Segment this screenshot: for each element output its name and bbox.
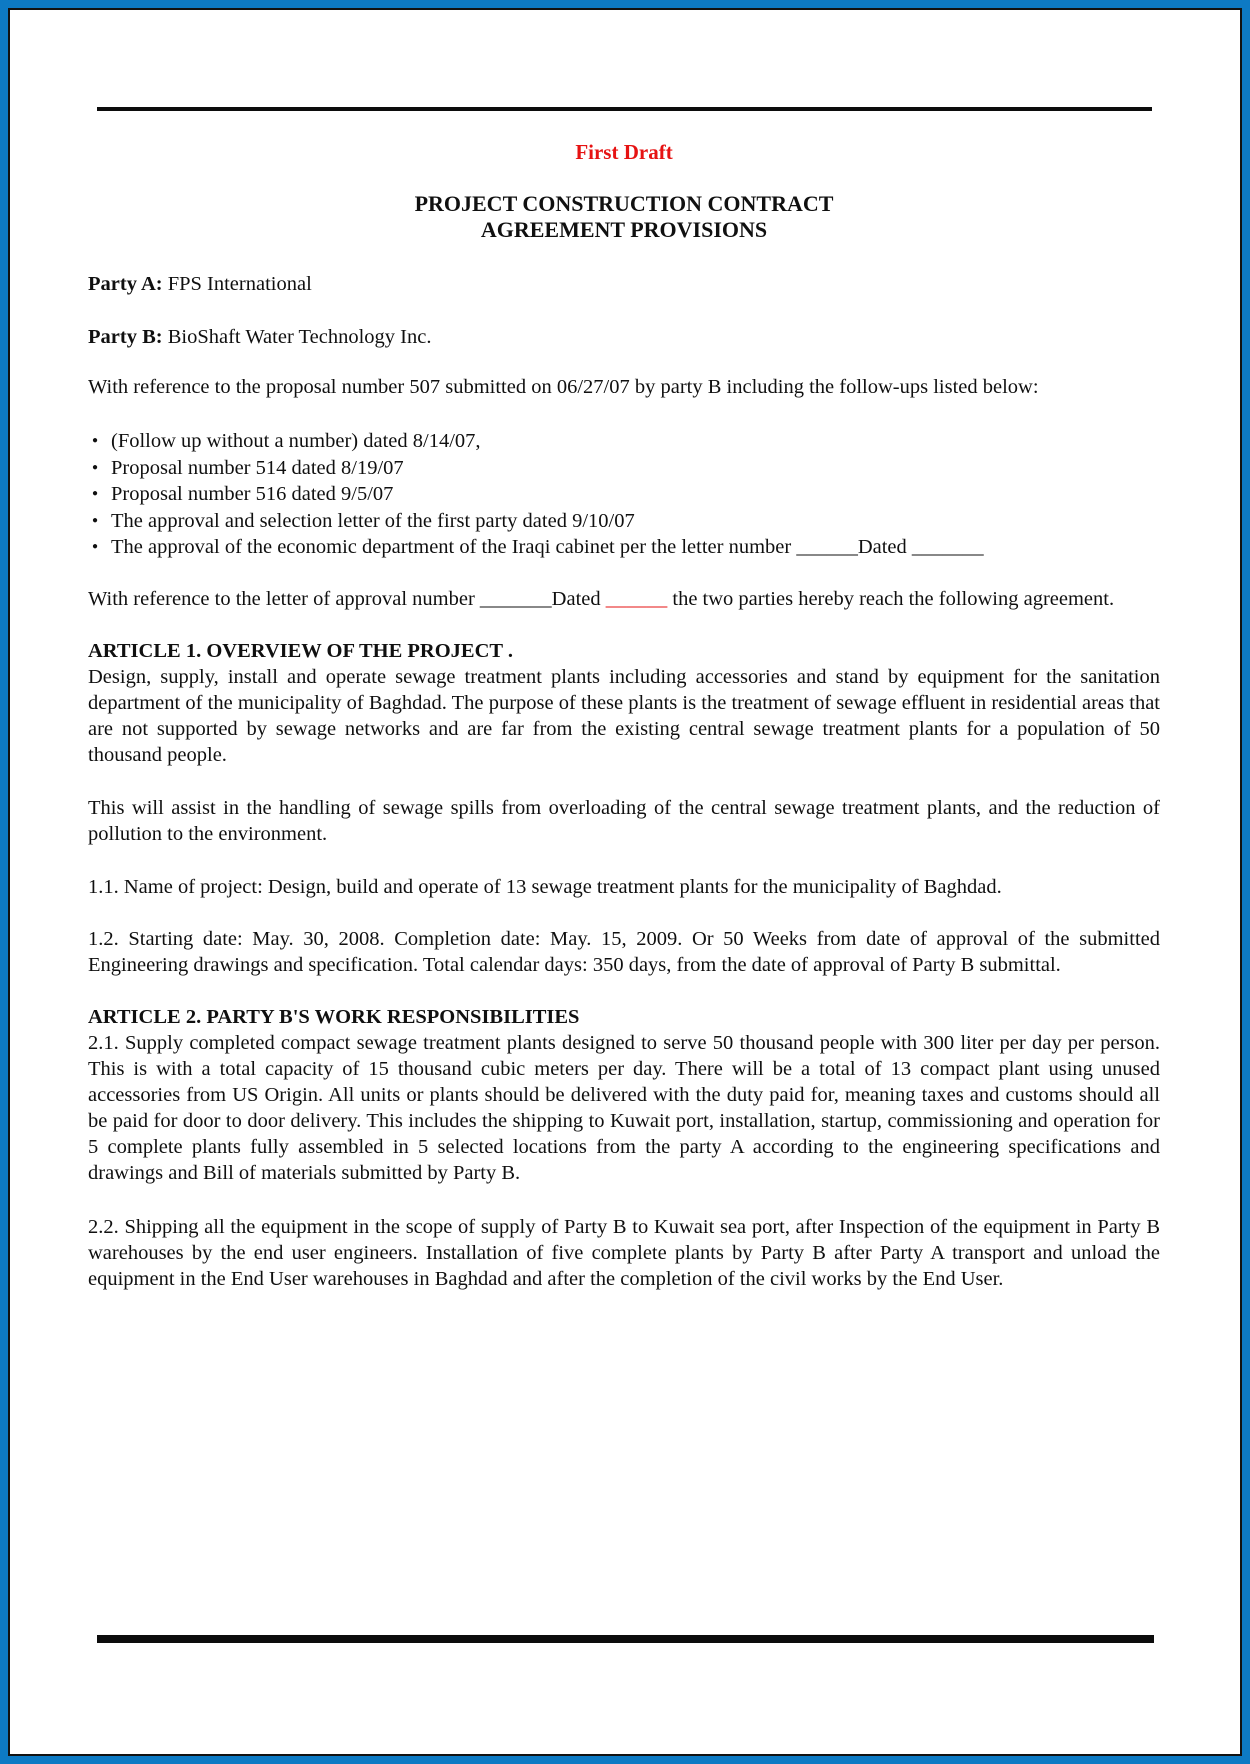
list-item-text: Proposal number 516 dated 9/5/07 bbox=[111, 483, 394, 505]
article-2-section bbox=[88, 1004, 1160, 1186]
article-1-section bbox=[88, 638, 1160, 768]
article-1-heading: ARTICLE 1. OVERVIEW OF THE PROJECT . bbox=[88, 639, 513, 662]
list-item-text: The approval and selection letter of the first party dated 9/10/07 bbox=[111, 509, 635, 532]
document-content bbox=[88, 8, 1160, 1292]
approval-paragraph-post: the two parties hereby reach the following agreement. bbox=[667, 587, 1115, 610]
reference-list bbox=[88, 428, 1160, 561]
title-line-2: AGREEMENT PROVISIONS bbox=[480, 217, 768, 242]
title-line-1: PROJECT CONSTRUCTION CONTRACT bbox=[414, 191, 834, 216]
clause-1-2: 1.2. Starting date: May. 30, 2008. Completion date: May. 15, 2009. Or 50 Weeks from date of approval of the submitted Engineering drawings and specification. Total calendar days: 350 days, from the date of approval of Party B submittal. bbox=[88, 927, 1160, 976]
clause-1-1: 1.1. Name of project: Design, build and operate of 13 sewage treatment plants for the municipality of Baghdad. bbox=[88, 875, 1002, 898]
list-item bbox=[88, 534, 1160, 561]
intro-paragraph: With reference to the proposal number 507 submitted on 06/27/07 by party B including the follow-ups listed below: bbox=[88, 376, 1039, 398]
article-2-heading: ARTICLE 2. PARTY B'S WORK RESPONSIBILITIES bbox=[88, 1005, 580, 1028]
party-a-line bbox=[88, 271, 1160, 297]
document-title bbox=[88, 191, 1160, 243]
list-item-text: The approval of the economic department of the Iraqi cabinet per the letter number ______Dated _______ bbox=[111, 536, 984, 558]
party-a-value: FPS International bbox=[167, 273, 312, 295]
clause-2-2: 2.2. Shipping all the equipment in the scope of supply of Party B to Kuwait sea port, after Inspection of the equipment in Party B warehouses by the end user engineers. Installation of five complete plants by Party B after Party A transport and unload the equipment in the End User warehouses in Baghdad and after the completion of the civil works by the End User. bbox=[88, 1215, 1160, 1290]
draft-label: First Draft bbox=[575, 140, 673, 164]
approval-blank-red: ______ bbox=[605, 587, 668, 610]
approval-paragraph-pre: With reference to the letter of approval number _______Dated bbox=[88, 587, 606, 610]
list-item bbox=[88, 455, 1160, 482]
party-b-line bbox=[88, 324, 1160, 350]
list-item-text: Proposal number 514 dated 8/19/07 bbox=[111, 456, 404, 479]
party-a-label: Party A: bbox=[88, 273, 163, 295]
list-item bbox=[88, 481, 1160, 508]
list-item-text: (Follow up without a number) dated 8/14/07, bbox=[111, 430, 481, 452]
bottom-rule bbox=[97, 1635, 1154, 1643]
article-1-paragraph-2: This will assist in the handling of sewage spills from overloading of the central sewage treatment plants, and the reduction of pollution to the environment. bbox=[88, 796, 1160, 845]
article-1-body: Design, supply, install and operate sewage treatment plants including accessories and stand by equipment for the sanitation department of the municipality of Baghdad. The purpose of these plants is the treatment of sewage effluent in residential areas that are not supported by sewage networks and are far from the existing central sewage treatment plants for a population of 50 thousand people. bbox=[88, 665, 1160, 766]
list-item bbox=[88, 508, 1160, 535]
clause-2-1: 2.1. Supply completed compact sewage treatment plants designed to serve 50 thousand people with 300 liter per day per person. This is with a total capacity of 15 thousand cubic meters per day. There will be a total of 13 compact plant using unused accessories from US Origin. All units or plants should be delivered with the duty paid for, meaning taxes and customs should all be paid for door to door delivery. This includes the shipping to Kuwait port, installation, startup, commissioning and operation for 5 complete plants fully assembled in 5 selected locations from the party A according to the engineering specifications and drawings and Bill of materials submitted by Party B. bbox=[88, 1031, 1160, 1184]
list-item bbox=[88, 428, 1160, 455]
party-b-label: Party B: bbox=[88, 326, 163, 348]
party-b-value: BioShaft Water Technology Inc. bbox=[167, 326, 432, 348]
approval-paragraph bbox=[88, 586, 1160, 612]
